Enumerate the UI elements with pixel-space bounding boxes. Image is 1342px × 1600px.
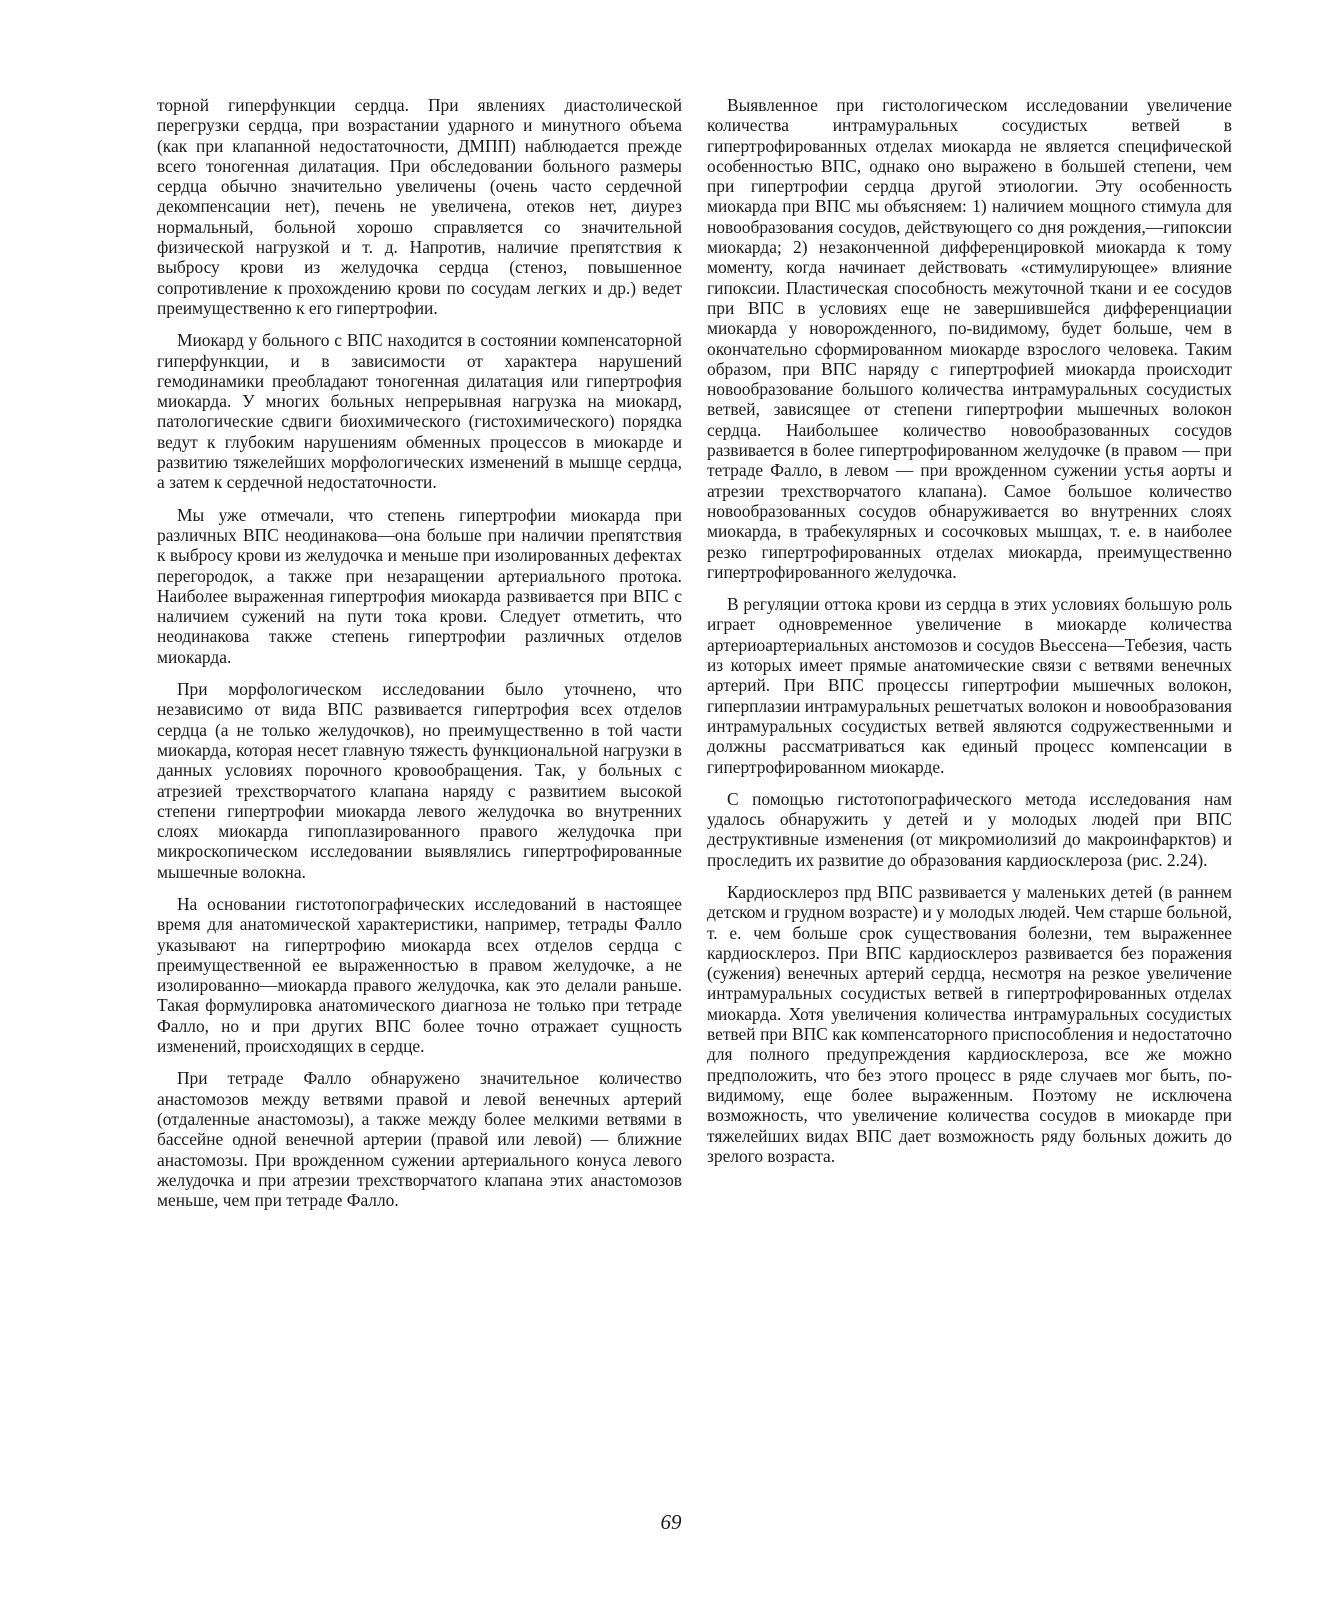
- left-column: [157, 95, 682, 1222]
- paragraph: Кардиосклероз прд ВПС развивается у маленьких детей (в раннем детском и грудном возрасте) и у молодых людей. Чем старше больной, т. е. чем больше срок существования болезни, тем выраженнее кардиосклероз. При ВПС кардиосклероз развивается без поражения (сужения) венечных артерий сердца, несмотря на резкое увеличение интрамуральных сосудистых ветвей в гипертрофированных отделах миокарда. Хотя увеличения количества интрамуральных сосудистых ветвей при ВПС как компенсаторного приспособления и недостаточно для полного предупреждения кардиосклероза, все же можно предположить, что без этого процесс в ряде случаев мог быть, по-видимому, еще более выраженным. Поэтому не исключена возможность, что увеличение количества сосудов в миокарде при тяжелейших видах ВПС дает возможность ряду больных дожить до зрелого возраста.: [707, 881, 1232, 1166]
- page-number: 69: [660, 1510, 682, 1534]
- paragraph: С помощью гистотопографического метода исследования нам удалось обнаружить у детей и у молодых людей при ВПС деструктивные изменения (от микромиолизий до макроинфарктов) и проследить их развитие до образования кардиосклероза (рис. 2.24).: [707, 788, 1232, 870]
- paragraph: На основании гистотопографических исследований в настоящее время для анатомической характеристики, например, тетрады Фалло указывают на гипертрофию миокарда всех отделов сердца с преимущественной ее выраженностью в правом желудочке, а не изолированно—миокарда правого желудочка, как это делали раньше. Такая формулировка анатомического диагноза не только при тетраде Фалло, но и при других ВПС более точно отражает сущность изменений, происходящих в сердце.: [157, 893, 682, 1057]
- paragraph: Мы уже отмечали, что степень гипертрофии миокарда при различных ВПС неодинакова—она больше при наличии препятствия к выбросу крови из желудочка и меньше при изолированных дефектах перегородок, а также при незаращении артериального протока. Наиболее выраженная гипертрофия миокарда развивается при ВПС с наличием сужений на пути тока крови. Следует отметить, что неодинакова также степень гипертрофии различных отделов миокарда.: [157, 504, 682, 667]
- paragraph: торной гиперфункции сердца. При явлениях диастолической перегрузки сердца, при возрастании ударного и минутного объема (как при клапанной недостаточности, ДМПП) наблюдается прежде всего тоногенная дилатация. При обследовании больного размеры сердца обычно значительно увеличены (очень часто сердечной декомпенсации нет), печень не увеличена, отеков нет, диурез нормальный, больной хорошо справляется со значительной физической нагрузкой и т. д. Напротив, наличие препятствия к выбросу крови из желудочка сердца (стеноз, повышенное сопротивление к прохождению крови по сосудам легких и др.) ведет преимущественно к его гипертрофии.: [157, 95, 682, 318]
- paragraph: При морфологическом исследовании было уточнено, что независимо от вида ВПС развивается гипертрофия всех отделов сердца (а не только желудочков), но преимущественно в той части миокарда, которая несет главную тяжесть функциональной нагрузки в данных условиях порочного кровообращения. Так, у больных с атрезией трехстворчатого клапана наряду с развитием высокой степени гипертрофии миокарда левого желудочка во внутренних слоях миокарда гипоплазированного правого желудочка при микроскопическом исследовании выявлялись гипертрофированные мышечные волокна.: [157, 679, 682, 882]
- paragraph: При тетраде Фалло обнаружено значительное количество анастомозов между ветвями правой и левой венечных артерий (отдаленные анастомозы), а также между более мелкими ветвями в бассейне одной венечной артерии (правой или левой) — ближние анастомозы. При врожденном сужении артериального конуса левого желудочка и при атрезии трехстворчатого клапана этих анастомозов меньше, чем при тетраде Фалло.: [157, 1068, 682, 1211]
- paragraph: Миокард у больного с ВПС находится в состоянии компенсаторной гиперфункции, и в зависимости от характера нарушений гемодинамики преобладают тоногенная дилатация или гипертрофия миокарда. У многих больных непрерывная нагрузка на миокард, патологические сдвиги биохимического (гистохимического) порядка ведут к глубоким нарушениям обменных процессов в миокарде и развитию тяжелейших морфологических изменений в мышце сердца, а затем к сердечной недостаточности.: [157, 330, 682, 493]
- paragraph: Выявленное при гистологическом исследовании увеличение количества интрамуральных сосудистых ветвей в гипертрофированных отделах миокарда не является специфической особенностью ВПС, однако оно выражено в большей степени, чем при гипертрофии сердца другой этиологии. Эту особенность миокарда при ВПС мы объясняем: 1) наличием мощного стимула для новообразования сосудов, действующего со дня рождения,—гипоксии миокарда; 2) незаконченной дифференцировкой миокарда к тому моменту, когда начинает действовать «стимулирующее» влияние гипоксии. Пластическая способность межуточной ткани и ее сосудов при ВПС в условиях еще не завершившейся дифференциации миокарда у новорожденного, по-видимому, будет больше, чем в окончательно сформированном миокарде взрослого человека. Таким образом, при ВПС наряду с гипертрофией миокарда происходит новообразование большого количества интрамуральных сосудистых ветвей, зависящее от степени гипертрофии мышечных волокон сердца. Наибольшее количество новообразованных сосудов развивается в более гипертрофированном желудочке (в правом — при тетраде Фалло, в левом — при врожденном сужении устья аорты и атрезии трехстворчатого клапана). Самое большое количество новообразованных сосудов обнаруживается во внутренних слоях миокарда, в трабекулярных и сосочковых мышцах, т. е. в наиболее резко гипертрофированных отделах миокарда, преимущественно гипертрофированного желудочка.: [707, 95, 1232, 582]
- right-column: [707, 95, 1232, 1178]
- paragraph: В регуляции оттока крови из сердца в этих условиях большую роль играет одновременное увеличение в миокарде количества артериоартериальных анстомозов и сосудов Вьессена—Тебезия, часть из которых имеет прямые анатомические связи с ветвями венечных артерий. При ВПС процессы гипертрофии мышечных волокон, гиперплазии интрамуральных решетчатых волокон и новообразования интрамуральных сосудистых ветвей являются содружественными и должны рассматриваться как единый процесс компенсации в гипертрофированном миокарде.: [707, 594, 1232, 777]
